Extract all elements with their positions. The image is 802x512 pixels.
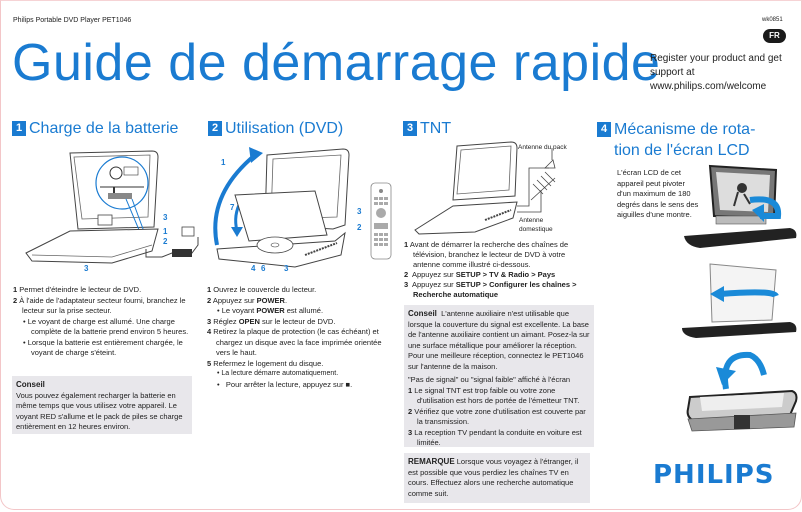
section-1-tip-box <box>12 376 192 434</box>
section-3-tip-box <box>404 305 594 447</box>
callout-2: 2 <box>357 223 362 232</box>
section-4-title <box>597 119 755 161</box>
step-item: 1 Avant de démarrer la recherche des chaînes de télévision, branchez le lecteur de DVD à votre antenne comme illustré ci-dessous. <box>404 240 569 269</box>
callout-3-bottom: 3 <box>284 264 289 273</box>
section-number-badge: 4 <box>597 122 611 137</box>
callout-3-top: 3 <box>163 213 168 222</box>
bullet-item: • Pour arrêter la lecture, appuyez sur ■. <box>217 379 353 389</box>
signal-item: 2 Vérifiez que votre zone d'utilisation est couverte par la transmission. <box>408 406 586 426</box>
lcd-rotation-text: L'écran LCD de cet appareil peut pivoter d'un maximum de 180 degrés dans le sens des aiguilles d'une montre. <box>617 168 699 219</box>
section-3-title <box>403 119 451 139</box>
section-title-text: Charge de la batterie <box>29 120 179 137</box>
doc-code: wk0851 <box>762 17 783 23</box>
section-3-steps <box>404 240 594 300</box>
step-item: 1 Permet d'éteindre le lecteur de DVD. <box>13 285 142 294</box>
bullet-item: • Lorsque la batterie est entièrement chargée, le voyant de charge s'éteint. <box>23 337 183 357</box>
step-item: 3 Appuyez sur SETUP > Configurer les chaînes > Recherche automatique <box>404 280 577 299</box>
tip-text: Vous pouvez également recharger la batterie en même temps que vous utilisez votre appareil. Le voyant RED s'allume et le pack de piles se charge entièrement en 12 heures environ. <box>16 390 183 431</box>
product-line: Philips Portable DVD Player PET1046 <box>13 17 132 24</box>
step-item: 5 Refermez le logement du disque. <box>207 358 324 368</box>
register-url[interactable]: www.philips.com/welcome <box>650 81 767 92</box>
callout-1: 1 <box>163 227 168 236</box>
lcd-rotate-photo-2 <box>680 260 800 340</box>
tip-heading: Conseil <box>408 309 437 318</box>
antenna-pack-label: Antenne du pack <box>518 144 567 151</box>
signal-heading: "Pas de signal" ou "signal faible" affiché à l'écran <box>408 375 571 384</box>
step-item: 2 Appuyez sur POWER. <box>207 295 288 305</box>
callout-2: 2 <box>163 237 168 246</box>
callout-1: 1 <box>221 158 226 167</box>
tip-heading: Conseil <box>16 380 45 389</box>
signal-item: 3 La reception TV pendant la conduite en voiture est limitée. <box>408 427 582 447</box>
section-number-badge: 1 <box>12 121 26 136</box>
register-line-2: support at <box>650 67 695 78</box>
section-title-line-1: Mécanisme de rota- <box>614 121 756 138</box>
section-title-text: Utilisation (DVD) <box>225 120 344 137</box>
remark-heading: REMARQUE <box>408 457 455 466</box>
callout-7: 7 <box>230 203 235 212</box>
section-2-title <box>208 119 343 139</box>
register-line-1: Register your product and get <box>650 53 782 64</box>
section-title-text: TNT <box>420 120 452 137</box>
step-item: 1 Ouvrez le couvercle du lecteur. <box>207 285 317 294</box>
step-item: 2 Appuyez sur SETUP > TV & Radio > Pays <box>404 270 556 279</box>
step-item: 4 Retirez la plaque de protection (le cas échéant) et chargez un disque avec la face imprimée orientée vers le haut. <box>207 327 382 357</box>
bullet-item: • Le voyant POWER est allumé. <box>217 306 324 315</box>
section-1-steps <box>13 285 193 359</box>
section-3-remark-box <box>404 453 590 503</box>
callout-4: 4 <box>251 264 256 273</box>
section-number-badge: 3 <box>403 121 417 136</box>
remark-text: Lorsque vous voyagez à l'étranger, il est possible que vous perdiez les chaînes TV en cours. Effectuez alors une recherche automatique comme suit. <box>408 457 579 498</box>
section-title-line-2: tion de l'écran LCD <box>614 142 750 159</box>
page-title: Guide de démarrage rapide <box>12 34 661 92</box>
callout-3: 3 <box>357 207 362 216</box>
tnt-antenna-illustration <box>405 140 595 240</box>
bullet-item: • Le voyant de charge est allumé. Une charge complète de la batterie prend environ 5 heures. <box>23 316 189 336</box>
register-info <box>650 52 800 94</box>
signal-item: 1 Le signal TNT est trop faible ou votre zone d'utilisation est hors de portée de l'émetteur TNT. <box>408 385 580 405</box>
tip-text: L'antenne auxiliaire n'est utilisable que lorsque la couverture du signal est excellente. La base de l'antenne auxiliaire contient un aimant. Posez-la sur une surface métallique pour améliorer la réception. Pour une meilleure réception, connectez le PET1046 sur l'antenne de la maison. <box>408 309 590 371</box>
section-number-badge: 2 <box>208 121 222 136</box>
bullet-item: • La lecture démarre automatiquement. <box>217 370 339 377</box>
philips-logo: PHILIPS <box>653 460 775 490</box>
battery-charge-illustration <box>12 145 202 275</box>
antenna-home-label: Antenne domestique <box>519 217 553 233</box>
step-item: 3 Réglez OPEN sur le lecteur de DVD. <box>207 316 336 326</box>
section-1-title <box>12 119 178 139</box>
callout-3-bottom: 3 <box>84 264 89 273</box>
section-2-steps <box>207 285 397 390</box>
callout-6: 6 <box>261 264 266 273</box>
lcd-rotate-photo-1 <box>680 160 800 250</box>
lcd-fold-photo <box>680 345 800 435</box>
step-item: 2 À l'aide de l'adaptateur secteur fourni, branchez le lecteur sur la prise secteur. <box>13 295 186 315</box>
language-badge: FR <box>763 29 786 43</box>
